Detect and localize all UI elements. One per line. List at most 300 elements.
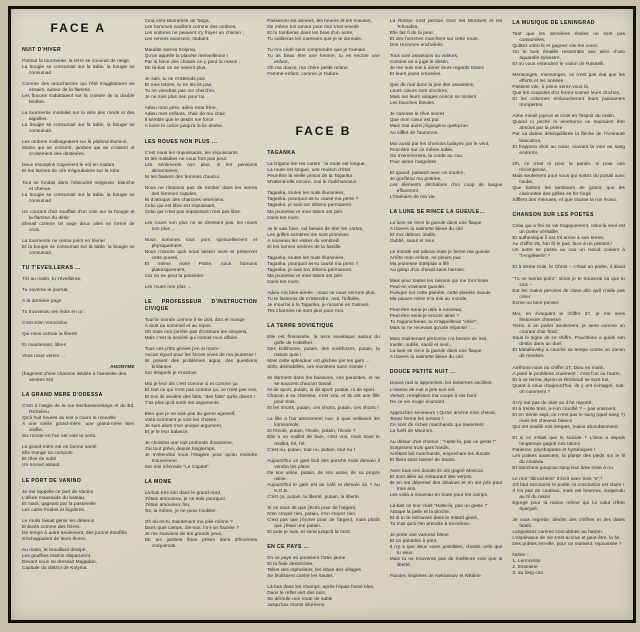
lyric-line: Je me suis mis à aimer leurs regards tristes [389, 66, 484, 72]
lyric-line: Et maintenant, libres [22, 343, 67, 349]
lyric-line: Et les colonnes emboucheront leurs puissantes trompettes. [512, 97, 625, 109]
stanza [145, 106, 258, 130]
stanza [512, 312, 625, 360]
lyric-line: C'est ça, putain, la liberté, putain, la liberté. [267, 494, 361, 500]
lyric-line: Et nous, gagnant par la passerelle [22, 501, 96, 507]
lyric-line: Et mes lettres, tu ne les lis pas, [144, 83, 213, 89]
lyric-line: Jusqu'aux monts sibériens. [267, 603, 326, 609]
lyric-line: Et les larmes de cire s'égouttaient sur la robe. [22, 169, 121, 175]
lyric-line: Et Maïakovsky a couché sa tempe contre un canon de revolver. [512, 348, 625, 360]
lyric-line: La tzigane tire les cartes : la route est longue, [267, 162, 366, 168]
lyric-line: La Russie s'est perdue chez les Mordves et les Tchoudes, [389, 19, 503, 31]
lyric-line: Et rêve de subir [22, 457, 57, 463]
lyric-line: Un nouvel assaut. [22, 463, 61, 469]
stanza [267, 256, 380, 286]
lyric-line: Qui ont souillé nos tempes, moins abondamment. [512, 424, 619, 430]
lyric-line: Deux escarpins cognèrent le sol en roulant [22, 163, 115, 169]
lyric-line: Voilà comment je vois les choses : [144, 417, 219, 423]
lyric-line: Et en trente sept, ce n'est pas le sang (quel sang ?) mais les cheveux blancs [512, 412, 625, 424]
lyric-line: Bien que je ne sois pas du genre agressif, [144, 411, 236, 417]
lyric-line: Paroles inspirées de Nekrassov et Nikitine [389, 574, 481, 580]
lyric-line: Et tranchent jusqu'au sang leur âme mise à nu. [512, 465, 615, 471]
lyric-line: Tu te lasseras de m'attendre, moi, l'infidèle, [267, 296, 361, 302]
lyric-line: Cinq cent kilomètres de Taïga, [144, 19, 210, 24]
lyrics-column-3 [267, 19, 380, 614]
lyric-line: Nous n'avons qu'à nous laisser vivre et préserver cette pureté, [144, 249, 258, 261]
lyric-line: Et à trente trois, a-t-on crucifié ? – pas vraiment, [512, 406, 617, 412]
lyric-line: J'étais amoureux, je ne sais pourquoi. [144, 496, 226, 502]
lyric-line: Celui qui est libre est impuissant, [144, 203, 216, 209]
lyric-line: Je caresse le rêve secret [389, 112, 444, 118]
song-title: LA MOME [144, 478, 172, 485]
lyric-line: Et les shorts, putain, ces shorts, putain, ces shorts ! [267, 406, 379, 412]
lyric-line: Et si ce n'était que le suicide ? L'âme a depuis longtemps gagné nos talons [512, 435, 625, 447]
stanza [145, 238, 258, 280]
lyric-line: Elle est florissante, la terre soviétique autour du golfe de Koktébel. [267, 335, 380, 347]
lyric-line: Elle a un maillot de bain, c'est vrai, mais sous le maillot, hé, hé, [267, 435, 380, 447]
stanza [512, 518, 625, 548]
stanza [267, 335, 380, 371]
stanza [22, 210, 135, 234]
lyrics-column-2 [145, 19, 258, 614]
stanza [512, 73, 625, 109]
stanza [145, 221, 258, 233]
lyric-line: La bougie se consumait sur la table, la bougie se consumait. [22, 65, 135, 77]
lyric-line: Les hommes vacillent comme des ombres, [144, 25, 237, 31]
lyric-line: De temps à autre seulement, des jurons étouffés [22, 530, 127, 536]
lyric-line: Mais cette splendeur est gâchée par les gars ... [267, 359, 370, 365]
lyric-line: Car on ne peut la posséder. [144, 274, 205, 280]
lyric-line: A posé le problème cruement : c'est l'un ou l'autre, [512, 371, 622, 377]
lyrics-column-1 [22, 19, 135, 614]
stanza [390, 504, 503, 528]
lyric-line: De tes jambes fines prises dans d'énormes croquenots. [144, 538, 258, 550]
lyric-line: Tous ces p'tits génies j'en ai marre : [144, 347, 222, 353]
lyric-line: Et les maladies ne nous font pas peur. [144, 156, 228, 162]
lyric-line: Vous nous verrez ... [22, 354, 65, 360]
lyric-line: Ni d'attraper des chancres vénériens. [144, 197, 225, 203]
stanza [512, 436, 625, 472]
lyric-line: Taganka, toutes les nuits illuminées, [267, 255, 345, 261]
stanza [267, 19, 380, 43]
footnote [390, 574, 503, 580]
lyric-line: Je ne suis plus rien pour toi. [144, 95, 206, 101]
lyrics-column-4 [390, 19, 503, 614]
lyric-line: Je m'étendrai sous l'étagère pour qu'au moindre mouvement [144, 452, 258, 464]
lyric-line: Et eux ils veulent des faits, "des faits" qu'ils disent ! [144, 394, 255, 400]
lyric-line: Au matin, le brouillard dissipé, [22, 547, 87, 553]
lyric-line: Tu as beau être une femme, tu es encore une enfant, [267, 54, 380, 66]
stanza [22, 82, 135, 106]
lyric-line: Tiens, à en parler seulement, je sens comme un courant d'air froid : [512, 324, 625, 336]
lyric-line: Chacun a sa chemise, c'est vrai, et ils ont une fille pour trois. [267, 394, 380, 406]
lyric-line: Par sa danse déséquilibrée la flèche de l'Amirauté basculera, [512, 132, 625, 144]
lyric-line: L'oiseau de nuit a pris son vol. [389, 387, 456, 393]
stanza [267, 48, 380, 78]
lyric-line: Tu trouveras ces mots en or : [22, 309, 86, 315]
lyric-line: Les flocons s'abattaient sur la croisée de la double fenêtre. [22, 94, 135, 106]
stanza [22, 181, 135, 205]
stanza [145, 347, 258, 377]
lyric-line: Moi je leur dis c'est comme ci et comme ça [144, 382, 238, 388]
lyric-line: En ce pays où poussent l'ortie jaune [267, 555, 346, 561]
footnote [22, 372, 135, 384]
stanza [22, 163, 135, 175]
lyric-line: La bougie se consumait sur la table, la bougie se consumait. [22, 123, 135, 135]
lyric-line: Que battent les tambours de granit, que les clarinettes des grilles en fer forgé [512, 185, 625, 197]
lyrics-column-5 [512, 19, 625, 614]
lyric-line: Au chiffre 26, l'un fit le pas, face à un pistolet,¹ [512, 241, 613, 247]
lyric-line: Et je le leur balance. [144, 429, 189, 435]
lyric-line: Moi, en évoquant le chiffre 37, je me sens frissonner d'ivresse [512, 312, 625, 324]
stanza [512, 366, 625, 396]
lyric-line: Mais pour toutes les raisons qui me font boire [389, 279, 489, 285]
lyric-line: C'est Klim Vorochilov [22, 321, 68, 326]
stanza [22, 354, 135, 360]
lyric-line: S'il faut raccourcir le poète, la conclusion est claire ! [512, 483, 625, 489]
stanza [22, 519, 135, 543]
lyric-line: Je mourrai à la Taganka, je mourrai en t'aimant. [267, 302, 370, 308]
lyric-line: Peut-être sur ce même sable, [389, 147, 454, 153]
lyric-line: Dans tes murs. [267, 279, 300, 285]
lyric-line: Ma jeunesse et mon talent ont péri [267, 273, 342, 279]
lyric-line: Tu n'as qu'à t'en prendre à toi-même. [389, 522, 471, 528]
stanza [390, 337, 503, 361]
stanza [390, 381, 503, 405]
lyric-line: 2. Essenine [512, 565, 538, 571]
lyric-line: Tôt au matin, tu t'éveilleras, [22, 276, 82, 282]
lyric-line: C'est nu, putain, tout nu, putain, tout nu ! [267, 447, 356, 453]
stanza [390, 83, 503, 107]
lyric-line: C'est pas que j'écrive pour de l'argent, mais plutôt que j'étais une putain. [267, 517, 380, 529]
lyric-line: Aujourd'hui le gars est au café et demain où ? Au K.G.B. [267, 482, 380, 494]
lyric-line: Tout le monde comme il se doit, dort et mange [144, 318, 245, 324]
lyric-line: Taganka, pourquoi as-tu causé ma perte ? [267, 261, 359, 267]
stanza [22, 277, 135, 283]
lyric-line: Il n'y a que deux voies possibles, choisis celle que tu veux. [389, 545, 503, 557]
attribution: ANONYME [110, 365, 135, 371]
lyric-line: Adieu mes enfants, chair de ma chair, [144, 112, 227, 118]
lyric-line: Les voilà à nouveau en route pour les camps. [389, 492, 489, 498]
stanza [22, 321, 135, 327]
lyric-line: L'itinéraire de ma vie. [389, 194, 436, 200]
lyric-line: Ecrire ou bien penser. [512, 301, 560, 307]
lyric-line: Je choisirai une nuit profonde d'automne, [144, 440, 234, 446]
lyric-line: Se déroule une route de sable [267, 597, 333, 603]
stanza [390, 469, 503, 499]
lyric-line: Mais seulement pour vous qui sortez du portail avec l'aube, [512, 173, 625, 185]
lyric-line: Passent vite, à peine serez-vous là, [512, 85, 590, 91]
lyric-line: Je sors alors mon unique argument, [144, 423, 223, 429]
lyric-line: Quand ni péché ni amertume ne sauraient être absous par la prière [512, 120, 625, 132]
lyric-line: Ma jeunesse intrépide a filé [389, 262, 449, 268]
lyric-line: Telles des orphelines, les isbas des villages [267, 568, 361, 574]
lyric-line: Tous sont assassins ou voleurs, [389, 54, 459, 60]
lyric-line: Comme des moucherons qui l'été s'agglutinent en essaim, autour de la flamme, [22, 82, 135, 94]
lyric-line: Les voitures ne peuvent s'y frayer un chemin ; [144, 31, 244, 37]
lyric-line: Et à trente trois, le Christ – c'était un poète, il disait : [512, 265, 625, 277]
lyric-line: Celui qui a fini sa vie tragiquement, celui-là seul est un poète véritable, [512, 223, 625, 235]
lyric-line: Dans le reflet vert des lacs, [267, 591, 327, 597]
lyric-line: Ils posent des problèmes aigus, des questions brûlantes [144, 359, 258, 371]
lyric-line: Que de mal dans la joie des assassins, [389, 83, 475, 89]
song-title: TAGANKA [267, 150, 296, 157]
song-title: TU T'EVEILLERAS ... [22, 264, 81, 271]
lyric-line: Passeront les années, les heures et les minutes, [267, 19, 372, 24]
song-title: LE PORT DE VANINO [22, 477, 82, 484]
lyric-line: Et l'école, putain, l'école, putain, l'école ? [267, 429, 356, 435]
lyric-line: Et leurs joues creusées. [389, 72, 442, 78]
stanza [267, 291, 380, 315]
lyric-line: Dans tes murs. [267, 215, 300, 221]
lyric-line: Ni les baisers des femmes d'autrui. [144, 174, 221, 180]
lyric-line: Taganka, je suis ton détenu permanent. [267, 203, 353, 209]
lyric-line: De là-bas on ne revient plus. [144, 66, 207, 72]
stanza [22, 343, 135, 349]
lyric-line: Et même notre Patrie, nous l'aimons platoniquement, [144, 262, 258, 274]
lyric-line: Attrape la pelle et la pioche, [389, 510, 450, 516]
lyric-line: Les roues non plus ... [144, 285, 192, 291]
lyric-line: Ils dorment dans les buissons, ces parasites, et ne se soucient d'aucun travail. [267, 376, 380, 388]
lyric-line: La lune se rince la gueule dans une flaque [389, 349, 482, 355]
stanza [267, 459, 380, 501]
lyric-line: Tu ne viendras pas me chercher, [144, 89, 216, 95]
lyric-line: "Tu ne tueras point", sinon je te trouverai où que tu sois – [512, 277, 625, 289]
stanza [145, 48, 258, 72]
lyric-line: Je me rappelle ce port de Vanino [22, 489, 94, 495]
lyric-line: Un autre se passa au cou un nœud coulant à "l'Angleterre".² [512, 247, 625, 259]
stanza [390, 440, 503, 464]
lyric-line: Devant nous se dressait Magadan, [22, 559, 97, 565]
lyric-line: Qui nous octroie la liberté [22, 332, 78, 338]
lyric-line: Qu'on appelle la planète merveilleuse ! [144, 54, 229, 60]
lyric-line: Les rennes avancent, titubant. [144, 37, 210, 43]
lyric-line: Il n'y eut pas de duel ou il fut reporté, [512, 400, 593, 406]
song-title: EN CE PAYS ... [267, 543, 310, 550]
lyric-line: Elevait comme un ange deux ailes en forme de croix. [22, 221, 135, 233]
lyric-line: Se blotissent contre les saules. [267, 574, 335, 580]
stanza [145, 285, 258, 291]
lyric-line: Eut les mains percées de clous afin qu'il n'aille pas créer [512, 289, 625, 301]
stanza [390, 54, 503, 78]
lyric-line: Douce nuit tu approches, les lanternes oscillent, [389, 381, 493, 387]
lyric-line: Et la haie desséchée, [267, 561, 314, 567]
stanza [512, 477, 625, 513]
lyric-line: C'est nous les impuissants, les impuissants [144, 150, 238, 156]
lyric-line: 1. Lermontov [512, 559, 541, 565]
lyric-line: La bougie se consumait sur la table, la bougie se consumait. [22, 192, 135, 204]
stanza [267, 376, 380, 412]
lyric-line: Tu m'a cédé sans comprendre que je t'aimais. [267, 48, 367, 54]
song-title: LE PROFESSEUR D'INSTRUCTION CIVIQUE [144, 299, 258, 313]
song-title: LA LUNE SE RINCE LA GUEULE... [389, 208, 486, 215]
lyric-line: Je porte une vareuse bleue [389, 533, 449, 539]
stanza [22, 59, 135, 77]
lyric-line: Les poètes avancent, la plante des pieds sur le fil du couteau [512, 453, 625, 465]
lyric-line: Sous le signe de ce chiffre, Pouchkine a guidé son destin dans un duel [512, 336, 625, 348]
lyric-line: Et tu tomberas dans les bras d'un autre, [267, 31, 354, 37]
lyric-line: Dans quel camps, dis-moi, t'a-t-on fourrée ? [144, 526, 239, 532]
stanza [390, 171, 503, 201]
lyric-line: Mais tu ne trouveras pas de meilleure voie que la liberté. [389, 557, 503, 569]
lyric-line: S'échappaient de leurs lèvres. [22, 536, 87, 542]
lyric-line: Capitale du district de Kolyma. [22, 565, 88, 571]
stanza [390, 221, 503, 245]
lyric-line: Tu oublieras les caresses que je te donnais. [267, 37, 363, 43]
stanza [22, 310, 135, 316]
lyric-line: Enlacés comme des frères. [22, 524, 81, 530]
lyric-line: Adieu mon père, adieu mon frère, [144, 106, 218, 112]
lyric-line: Mais sur leurs visages noircis se tordent [389, 95, 477, 101]
song-title: CHANSON SUR LES POETES [512, 211, 594, 218]
lyric-line: Surgissent trois gars hardis, [389, 445, 450, 451]
lyric-line: Tu ouvriras le journal, [22, 287, 69, 293]
lyric-line: Les éléments déchaînés d'un coup de langue effaceront [389, 182, 503, 194]
lyric-line: Languissez comme concubines au harem. [512, 530, 604, 536]
lyric-line: J'étais amoureux fou, [144, 502, 191, 508]
lyric-line: 3. au long cou [512, 571, 544, 577]
stanza [512, 162, 625, 204]
lyric-line: Là-bas dans les champs, après l'épais fossé bleu, [267, 585, 375, 591]
lyric-line: Mais c'est la société qui instruit mon affaire. [144, 336, 239, 342]
lyric-line: Approchez serviteurs ! Qu'on amène mon cheval, [389, 410, 496, 416]
face-title: FACE B [295, 124, 352, 139]
stanza [267, 191, 380, 221]
stanza [267, 585, 380, 609]
lyric-line: Elle mange sa compote [22, 451, 73, 457]
lyric-line: Et des hommes marchent sur cette route, [389, 37, 479, 43]
song-title: LA MUSIQUE DE LENINGRAD [512, 20, 595, 26]
stanza [267, 417, 380, 453]
lyric-line: Ce sont de riches marchands qui traversent [389, 422, 484, 428]
lyric-line: De ce vin rouge écumant. [389, 399, 446, 405]
stanza [512, 265, 625, 307]
stanza [22, 404, 135, 440]
lyric-line: On m'emmenera, la corde au cou, [389, 153, 464, 159]
lyric-line: La fille a l'air atrocement nue, à quoi veillaient les komsomols [267, 417, 380, 429]
lyric-line: Sifflent des menuets, et que chante la rue Rossi. [512, 197, 618, 203]
lyric-line: A nouveau les visites du vendredi [267, 238, 340, 244]
lyric-line: Celui qui n'est pas impuissant n'est pas libre. [144, 209, 242, 215]
lyric-line: Femme-enfant, comme je t'adore. [267, 72, 340, 78]
lyric-line: Les gouffres marins disparurent. [22, 553, 92, 559]
lyric-line: Peut-être serai-je encore aimé ? [389, 314, 460, 320]
lyric-line: Les cales froides et lugubres. [22, 507, 86, 513]
lyric-line: Nous sommes tous purs spirituellement et physiquement, [144, 237, 258, 249]
lyric-line: Et les larmes amères de la famille. [267, 244, 342, 250]
lyric-line: Par la force des choses on y perd la raison : [144, 60, 241, 66]
lyric-line: Ni de sport, putain, ni de sport, putain, ni de sport. [267, 388, 376, 394]
lyric-line: Qu'à huit heures du soir a couru la nouvelle [22, 416, 116, 422]
lyric-line: Et un pantalon à pont. [389, 539, 438, 545]
song-title: LA GRAND MERE D'ODESSA [22, 392, 103, 399]
lyric-line: Et pute je suis, et serai jusqu'à la mort. [267, 529, 352, 535]
stanza [145, 151, 258, 181]
lyric-line: Tant que les dernières étoiles ne sont pas consumées, [512, 32, 625, 44]
lyric-line: Peut-être la vieille prison de la Taganka [267, 174, 353, 180]
lyric-line: Le roulis faisait gémir les détenus [22, 518, 95, 524]
lyric-line: Les bouches bleuies. [389, 101, 436, 107]
stanza [145, 412, 258, 436]
lyric-line: A travers la satinette bleue du ciel [389, 226, 463, 232]
lyric-line: Notes : [512, 553, 528, 559]
lyric-line: Leurs cœurs sont sincères, [389, 89, 449, 95]
lyric-line: Aime minuit joyeux et crois en l'espoir du matin, [512, 114, 616, 120]
lyric-line: Là-bas très loin dans le grand nord, [144, 490, 222, 496]
lyric-line: T'as plus qu'à sortir tes arguments. [144, 400, 220, 406]
lyric-line: Egorgé pour la raison même qui lui valut d'être épargné. [512, 501, 625, 513]
stanza [267, 162, 380, 186]
lyric-line: Sitôt, déshabillés, ces monstres sans morale ! [267, 365, 366, 371]
stanza [145, 382, 258, 406]
lyric-line: Mais maintenant personne n'a besoin de moi, [389, 337, 488, 343]
lyric-line: Taganka, je suis ton détenu permanent. [267, 267, 353, 273]
stanza [390, 142, 503, 166]
lyric-line: Patience, psychopates et hystériques ! [512, 447, 596, 453]
lyric-line: Le monde est odieux mais je ferme ma gueule [389, 249, 490, 255]
stanza [22, 111, 135, 135]
lyric-line: Et frappera droit au cœur, ouvrant la voie au sang endormi. [512, 144, 625, 156]
lyric-line: La grand-mère est en bonne santé [22, 445, 97, 451]
stanza [22, 332, 135, 338]
lyric-line: Et moi debout, inutile, [389, 232, 437, 238]
stanza [22, 239, 135, 257]
stanza [390, 112, 503, 136]
lyric-line: Ils en ont dépensé des dizaines et en ont pris pour trois ans. [389, 480, 503, 492]
lyric-line: Les sentiments non plus, ni les pensions alimentaires, [144, 162, 258, 174]
lyric-line: Mensonges, mensonges, ce n'est pas vrai que les efforts et les années [512, 73, 625, 85]
lyric-line: Tout se fondait dans l'obscurité neigeuse, blanche et chenue. [22, 180, 135, 192]
lyric-line: Et quand, passant avec un sourire, [389, 170, 465, 176]
lyric-line: Que mon cœur est pur. [389, 118, 440, 124]
stanza [22, 299, 135, 305]
song-title: LES ROUES NON PLUS ... [144, 138, 218, 145]
stanza [145, 441, 258, 471]
lyric-line: Oh, ce n'est ni pour la parole, ni pour une récompense, [512, 161, 625, 173]
lyric-line: Des Hommes enchaînés. [389, 43, 445, 49]
stanza [390, 250, 503, 274]
lyric-line: Arrêtons-nous au chiffre 37, Dieu en malin, [512, 365, 605, 371]
lyric-line: Les grilles sombres me sont promises. [267, 232, 351, 238]
song-title: NUIT D'HIVER [22, 47, 62, 53]
lyric-line: La tourmente ne cessa point en février [22, 238, 106, 244]
lyric-line: Tes charmes ne sont plus pour moi. [267, 308, 345, 314]
lyric-line: A travers la satinette bleue du ciel. [389, 355, 465, 361]
lyric-line: A droit au sommeil et au repos. [144, 324, 212, 330]
lyric-line: Arrêtent les marchands, empochant les ducats [389, 451, 490, 457]
lyric-line: Là-bas on leur criait "Halte-là, pas un geste !" [389, 504, 488, 509]
lyric-line: Au galop d'un cheval sans harnais. [389, 268, 466, 274]
stanza [267, 506, 380, 536]
lyric-line: Où le bois émaillé ressemble aux ailes d'une aquarelle sylvestre, [512, 50, 625, 62]
lyric-line: N'en croyez rien, putain, n'en croyez rien. [267, 511, 357, 517]
lyric-line: Versez, remplissez ma coupe à ras bord [389, 393, 477, 399]
lyric-line: Sur lesquels je m'assois. [144, 371, 198, 377]
lyric-line: Oublié, saoul et seul. [389, 238, 436, 244]
stanza [390, 279, 503, 303]
lyric-line: Nous ne risquons pas de tomber dans les serres des femmes cupides, [144, 185, 258, 197]
lyric-line: Tu t'approcheras, tu m'appelleras "chéri", [389, 320, 478, 326]
lyric-line: Je vous regrette, dévôts des chiffres et des dates fatals. [512, 518, 625, 530]
lyric-line: A boire le calice jusqu'à la lie amère. [144, 124, 224, 130]
lyric-line: C'est à l'angle de la rue Deribassovskaya et du Bd. Richelieu [22, 404, 135, 416]
lyric-line: Et sont allés au restaurant des verjots. [389, 474, 473, 480]
lyric-line: Et filent sans laisser de traces. [389, 457, 456, 463]
lyric-line: Maudite sois-tu Kolyma, [144, 48, 197, 54]
lyric-line: Au sifflet de l'automne. [389, 130, 439, 136]
lyric-line: Je gonflerai ma poitrine, [389, 176, 442, 182]
lyric-line: Aucun égard pour les forces vives de ma jeunesse ! [144, 353, 257, 359]
